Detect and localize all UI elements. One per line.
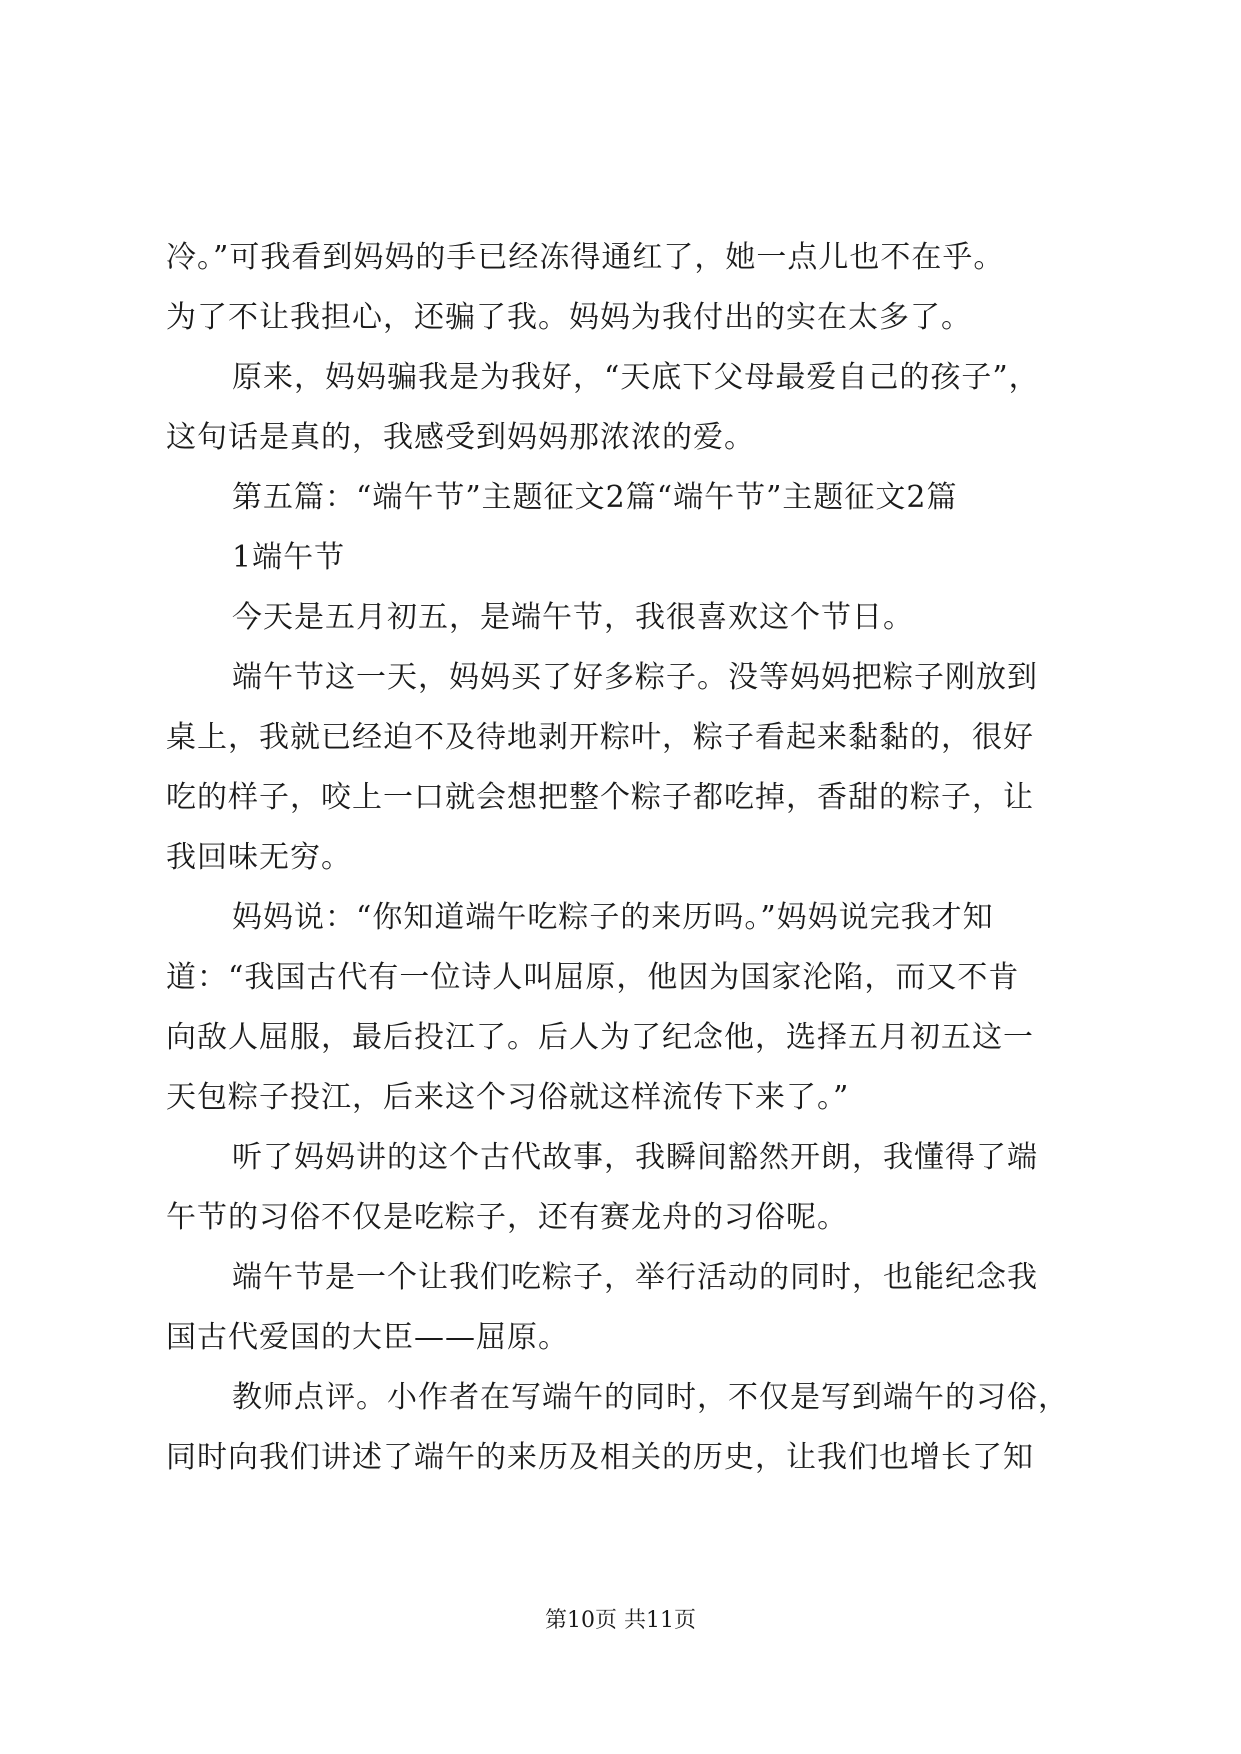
text-line: 为了不让我担心，还骗了我。妈妈为我付出的实在太多了。: [166, 300, 972, 335]
text-line: 桌上，我就已经迫不及待地剥开粽叶，粽子看起来黏黏的，很好: [166, 720, 1034, 755]
text-line: 这句话是真的，我感受到妈妈那浓浓的爱。: [166, 420, 755, 455]
text-line: 天包粽子投江，后来这个习俗就这样流传下来了。”: [166, 1080, 850, 1115]
text-line: 冷。”可我看到妈妈的手已经冻得通红了，她一点儿也不在乎。: [166, 240, 1005, 275]
text-line: 午节的习俗不仅是吃粽子，还有赛龙舟的习俗呢。: [166, 1200, 848, 1235]
text-line: 吃的样子，咬上一口就会想把整个粽子都吃掉，香甜的粽子，让: [166, 780, 1034, 815]
section-subheading: 1端午节: [232, 540, 346, 575]
text-line: 道：“我国古代有一位诗人叫屈原，他因为国家沦陷，而又不肯: [166, 960, 1020, 995]
paragraph-start: 端午节这一天，妈妈买了好多粽子。没等妈妈把粽子刚放到: [232, 660, 1038, 695]
text-line: 同时向我们讲述了端午的来历及相关的历史，让我们也增长了知: [166, 1440, 1034, 1475]
page-number-footer: 第10页 共11页: [545, 1608, 696, 1633]
text-line: 向敌人屈服，最后投江了。后人为了纪念他，选择五月初五这一: [166, 1020, 1034, 1055]
paragraph-start: 端午节是一个让我们吃粽子，举行活动的同时，也能纪念我: [232, 1260, 1038, 1295]
document-body: [166, 228, 1086, 1488]
paragraph-start: 原来，妈妈骗我是为我好，“天底下父母最爱自己的孩子”，: [232, 360, 1040, 395]
section-heading: 第五篇：“端午节”主题征文2篇“端午节”主题征文2篇: [232, 480, 958, 515]
text-line: 国古代爱国的大臣——屈原。: [166, 1320, 569, 1355]
paragraph-start: 教师点评。小作者在写端午的同时，不仅是写到端午的习俗，: [232, 1380, 1069, 1415]
paragraph-start: 妈妈说：“你知道端午吃粽子的来历吗。”妈妈说完我才知: [232, 900, 994, 935]
paragraph-start: 今天是五月初五，是端午节，我很喜欢这个节日。: [232, 600, 914, 635]
text-line: 我回味无穷。: [166, 840, 352, 875]
paragraph-start: 听了妈妈讲的这个古代故事，我瞬间豁然开朗，我懂得了端: [232, 1140, 1038, 1175]
